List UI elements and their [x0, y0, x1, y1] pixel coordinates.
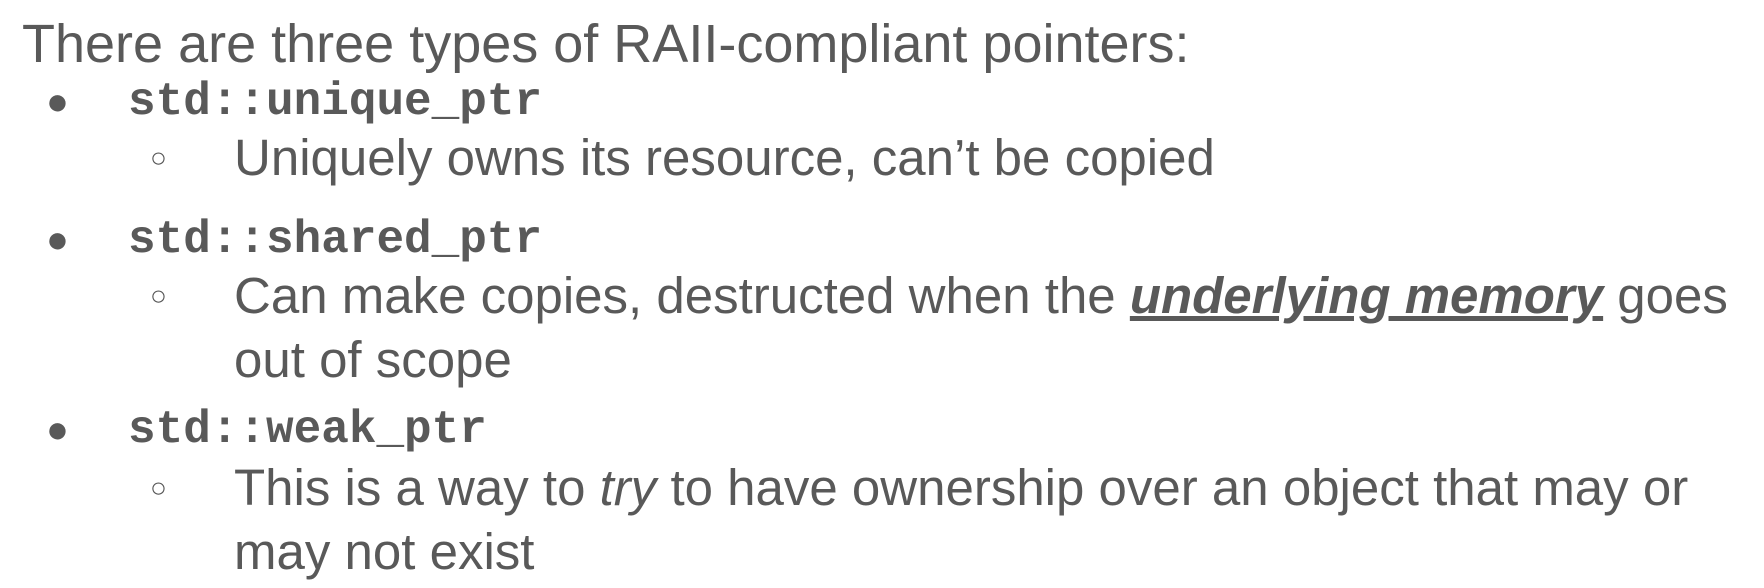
sub-bullet-icon: ○ [150, 142, 167, 173]
shared-ptr-description-end: goes out of scope [234, 267, 1728, 388]
intro-text: There are three types of RAII-compliant pointers: [22, 14, 1190, 74]
try-emphasis: try [599, 459, 657, 516]
unique-ptr-description: Uniquely owns its resource, can’t be copied [234, 129, 1215, 186]
weak-ptr-name: std::weak_ptr [128, 404, 487, 456]
unique-ptr-name: std::unique_ptr [128, 76, 543, 128]
bullet-icon: ● [46, 409, 69, 451]
sub-bullet-icon: ○ [150, 280, 167, 311]
sub-bullet-icon: ○ [150, 472, 167, 503]
shared-ptr-description [234, 264, 1754, 392]
shared-ptr-description-start: Can make copies, destructed when the [234, 267, 1130, 324]
bullet-icon: ● [46, 81, 69, 123]
bullet-icon: ● [46, 219, 69, 261]
shared-ptr-name: std::shared_ptr [128, 214, 543, 266]
underlying-memory-emphasis: underlying memory [1129, 267, 1604, 324]
weak-ptr-description-end: to have ownership over an object that may or may not exist [234, 459, 1689, 580]
weak-ptr-description [234, 456, 1754, 584]
weak-ptr-description-start: This is a way to [234, 459, 600, 516]
